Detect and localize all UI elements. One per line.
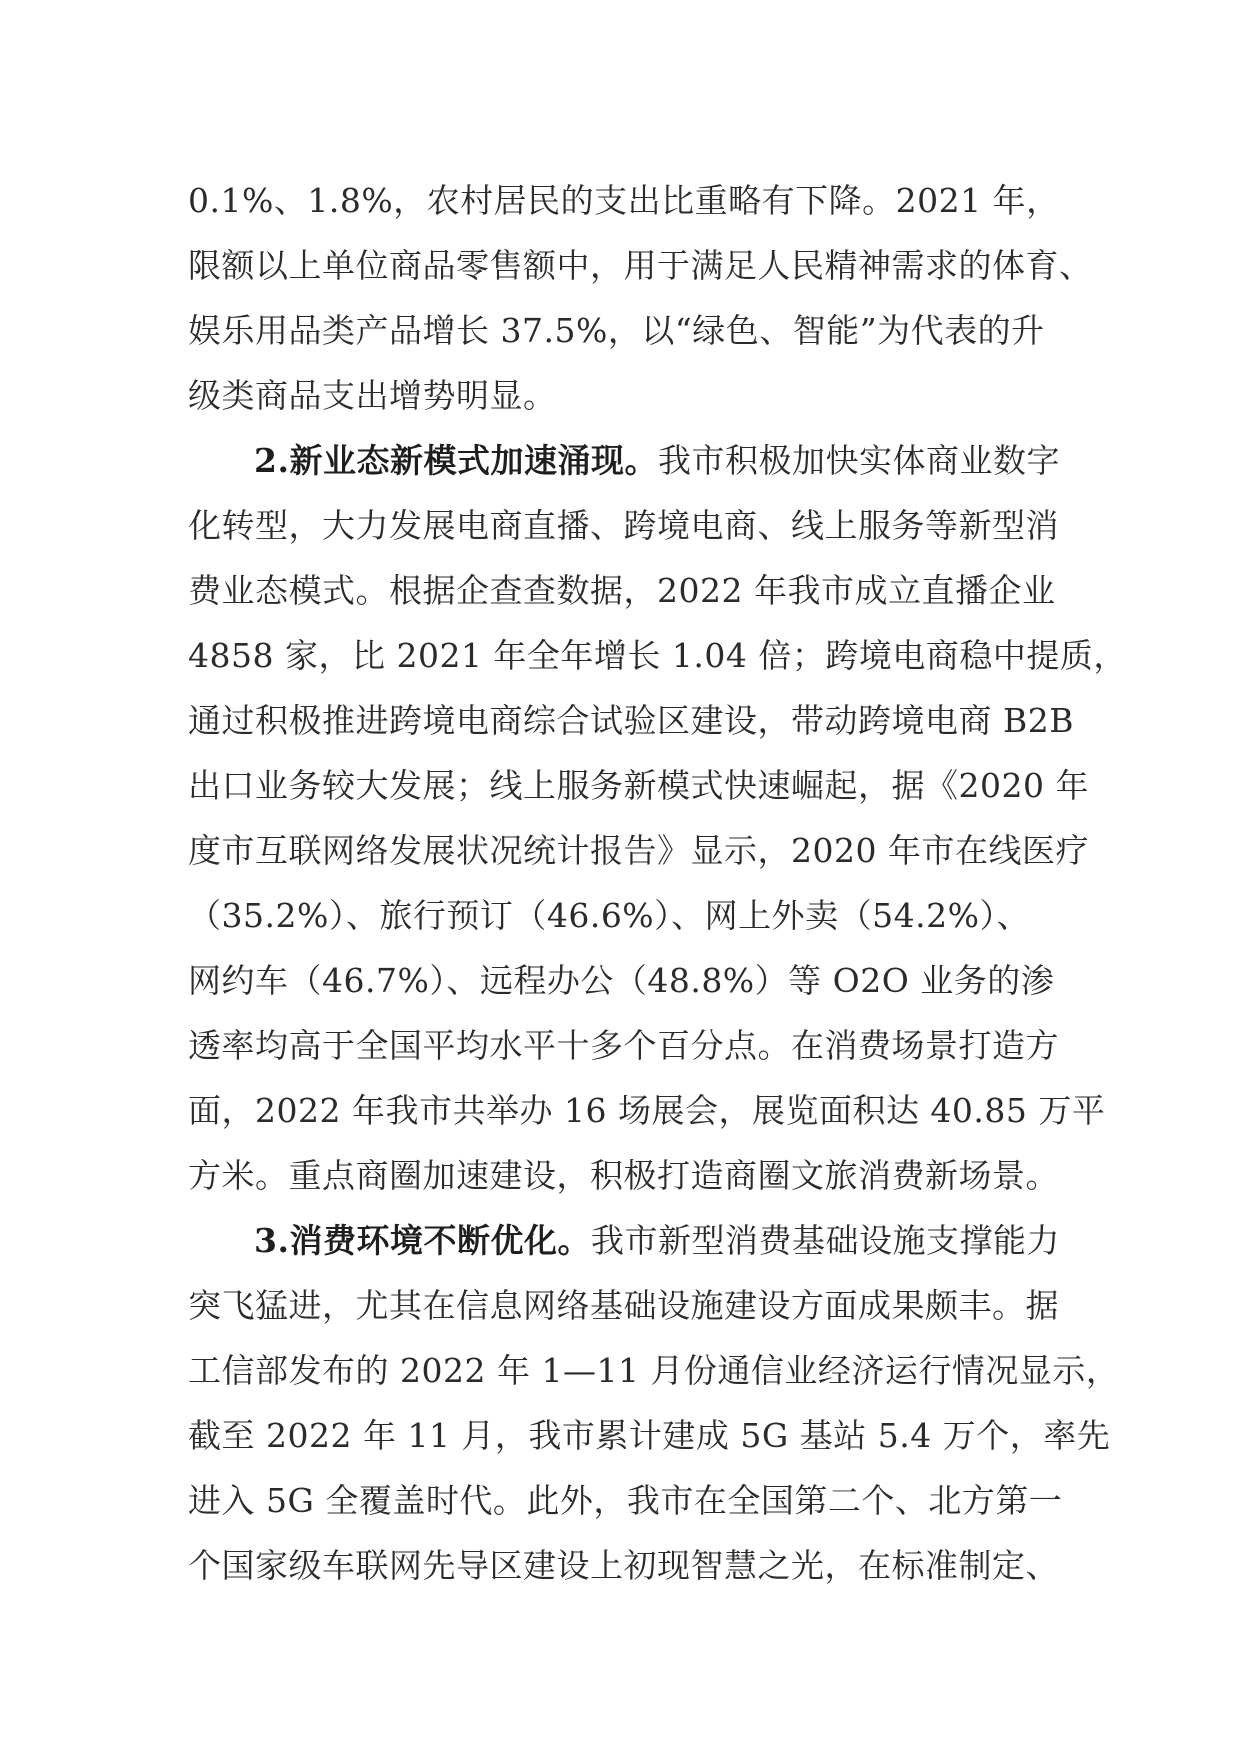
text-line: 0.1%、1.8%，农村居民的支出比重略有下降。2021 年， (188, 181, 1060, 220)
paragraph-first-line (188, 1208, 1060, 1273)
text-line: 面，2022 年我市共举办 16 场展会，展览面积达 40.85 万平 (188, 1091, 1106, 1130)
text-line: 工信部发布的 2022 年 1—11 月份通信业经济运行情况显示， (188, 1351, 1120, 1390)
text-line: 化转型，大力发展电商直播、跨境电商、线上服务等新型消 (188, 506, 1059, 545)
text-line: 通过积极推进跨境电商综合试验区建设，带动跨境电商 B2B (188, 701, 1074, 740)
text-line: 进入 5G 全覆盖时代。此外，我市在全国第二个、北方第一 (188, 1481, 1063, 1520)
text-line: 方米。重点商圈加速建设，积极打造商圈文旅消费新场景。 (188, 1156, 1059, 1195)
text-line: （35.2%）、旅行预订（46.6%）、网上外卖（54.2%）、 (188, 896, 1030, 935)
text-line: 娱乐用品类产品增长 37.5%，以“绿色、智能”为代表的升 (188, 311, 1045, 350)
text-line: 网约车（46.7%）、远程办公（48.8%）等 O2O 业务的渗 (188, 961, 1055, 1000)
text-span: 我市新型消费基础设施支撑能力 (590, 1221, 1060, 1260)
body-text (188, 168, 1127, 1598)
paragraph-first-line (188, 428, 1060, 493)
text-line: 出口业务较大发展；线上服务新模式快速崛起，据《2020 年 (188, 766, 1089, 805)
text-line: 透率均高于全国平均水平十多个百分点。在消费场景打造方 (188, 1026, 1059, 1065)
text-line: 截至 2022 年 11 月，我市累计建成 5G 基站 5.4 万个，率先 (188, 1416, 1111, 1455)
text-line: 限额以上单位商品零售额中，用于满足人民精神需求的体育、 (188, 246, 1093, 285)
text-line: 级类商品支出增势明显。 (188, 376, 557, 415)
section-heading: 2.新业态新模式加速涌现。 (254, 441, 658, 480)
text-line: 度市互联网络发展状况统计报告》显示，2020 年市在线医疗 (188, 831, 1089, 870)
text-line: 突飞猛进，尤其在信息网络基础设施建设方面成果颇丰。据 (188, 1286, 1059, 1325)
text-line: 个国家级车联网先导区建设上初现智慧之光，在标准制定、 (188, 1546, 1059, 1585)
text-span: 我市积极加快实体商业数字 (657, 441, 1060, 480)
section-heading: 3.消费环境不断优化。 (254, 1221, 591, 1260)
text-line: 费业态模式。根据企查查数据，2022 年我市成立直播企业 (188, 571, 1056, 610)
text-line: 4858 家，比 2021 年全年增长 1.04 倍；跨境电商稳中提质， (188, 636, 1127, 675)
